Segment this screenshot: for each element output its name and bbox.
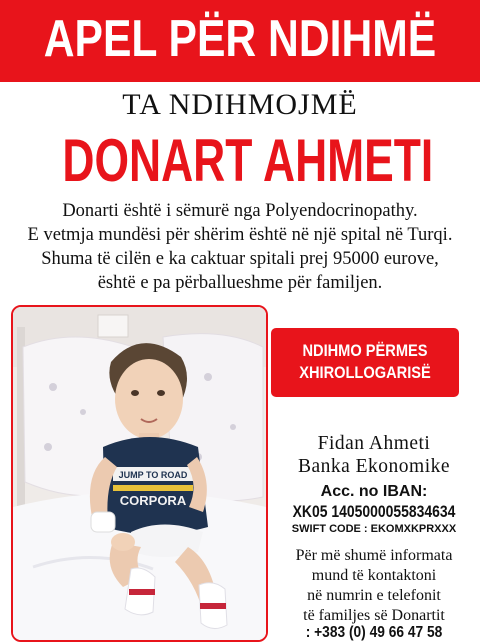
holder-name: Fidan Ahmeti (317, 433, 431, 454)
iban-label: Acc. no IBAN: (320, 483, 428, 500)
description (0, 199, 480, 295)
swift-code: SWIFT CODE : EKOMXKPRXXX (291, 523, 457, 535)
contact-line: mund të kontaktoni (311, 567, 437, 584)
appeal-title: APEL PËR NDIHMË (43, 10, 437, 68)
description-line: Donarti është i sëmurë nga Polyendocrinopathy. (62, 201, 418, 221)
description-line: Shuma të cilën e ka caktuar spitali prej 95000 eurove, (41, 249, 439, 269)
description-line: E vetmja mundësi për shërim është në një spital në Turqi. (27, 225, 453, 245)
shirt-subtext: JUMP TO ROAD (118, 470, 188, 480)
child-photo (11, 305, 268, 642)
header-banner (0, 0, 480, 82)
iban-number: XK05 1405000055834634 (292, 502, 456, 521)
donate-banner (271, 328, 459, 397)
shirt-text: CORPORA (119, 493, 187, 508)
subtitle: TA NDIHMOJMË (122, 88, 358, 121)
contact-info (268, 546, 480, 626)
child-name: DONART AHMETI (62, 127, 434, 194)
contact-line: të familjes së Donartit (303, 607, 445, 624)
account-holder (268, 432, 480, 478)
cta-line-1: NDIHMO PËRMES (302, 341, 428, 360)
description-line: është e pa përballueshme për familjen. (97, 273, 383, 293)
contact-line: Për më shumë informata (295, 547, 453, 564)
contact-line: në numrin e telefonit (307, 587, 441, 604)
cta-line-2: XHIROLLOGARISË (299, 363, 431, 382)
phone-number: : +383 (0) 49 66 47 58 (305, 624, 443, 641)
bank-name: Banka Ekonomike (297, 456, 451, 477)
